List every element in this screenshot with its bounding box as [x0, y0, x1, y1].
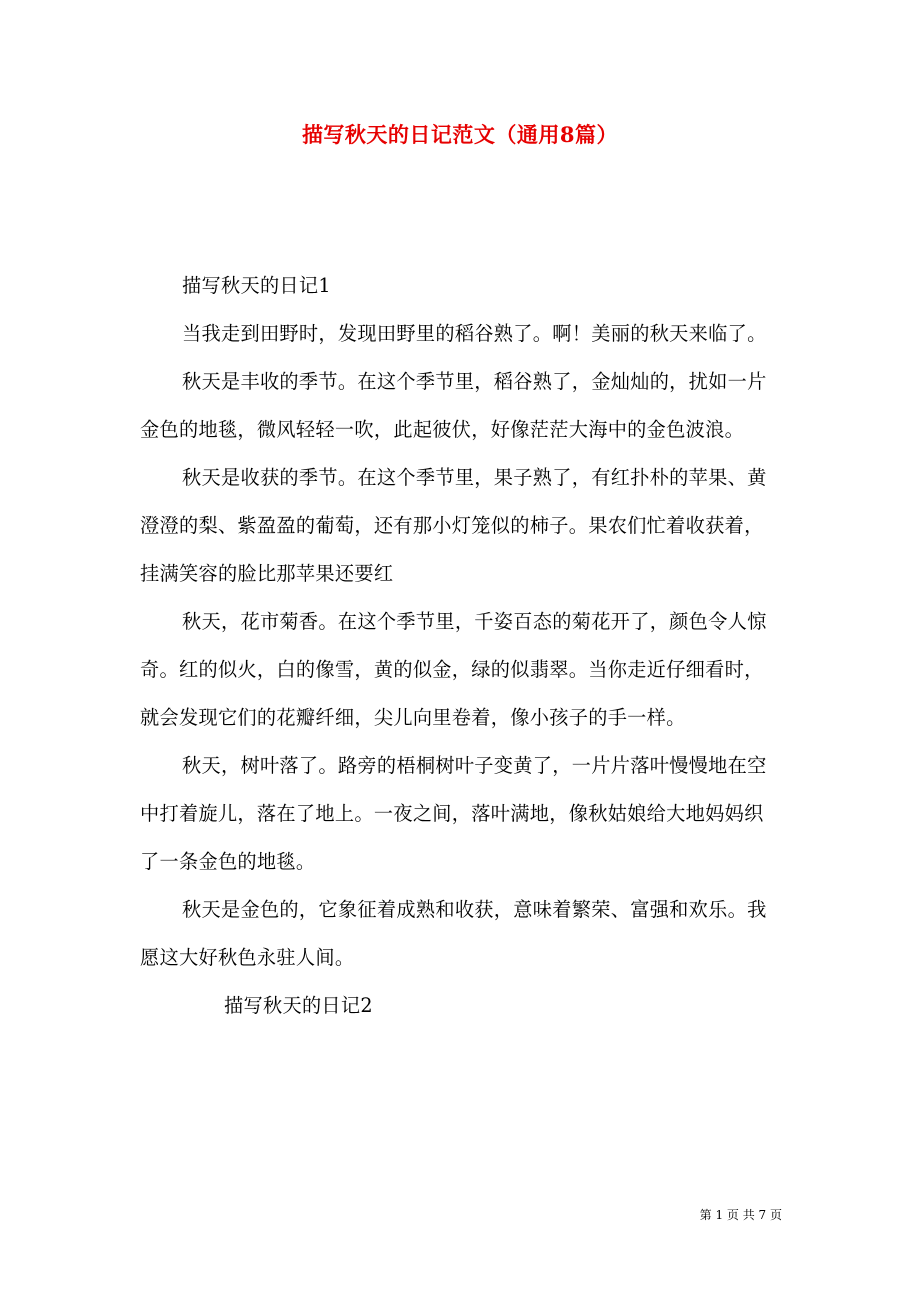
page-number: 第 1 页 共 7 页 [699, 1208, 782, 1222]
document-title: 描写秋天的日记范文（通用8篇） [301, 122, 619, 147]
paragraph: 秋天是收获的季节。在这个季节里，果子熟了，有红扑朴的苹果、黄澄澄的梨、紫盈盈的葡萄，还有那小灯笼似的柿子。果农们忙着收获着，挂满笑容的脸比那苹果还要红 [140, 466, 767, 585]
paragraph: 秋天，树叶落了。路旁的梧桐树叶子变黄了，一片片落叶慢慢地在空中打着旋儿，落在了地上。一夜之间，落叶满地，像秋姑娘给大地妈妈织了一条金色的地毯。 [140, 754, 767, 873]
document-body [140, 262, 770, 1030]
paragraph: 秋天是金色的，它象征着成熟和收获，意味着繁荣、富强和欢乐。我愿这大好秋色永驻人间。 [140, 898, 767, 969]
paragraph: 当我走到田野时，发现田野里的稻谷熟了。啊！美丽的秋天来临了。 [182, 322, 767, 345]
section-heading: 描写秋天的日记2 [224, 994, 373, 1017]
section-heading: 描写秋天的日记1 [182, 274, 331, 297]
paragraph: 秋天，花市菊香。在这个季节里，千姿百态的菊花开了，颜色令人惊奇。红的似火，白的像雪，黄的似金，绿的似翡翠。当你走近仔细看时，就会发现它们的花瓣纤细，尖儿向里卷着，像小孩子的手一样。 [140, 610, 767, 729]
paragraph: 秋天是丰收的季节。在这个季节里，稻谷熟了，金灿灿的，扰如一片金色的地毯，微风轻轻一吹，此起彼伏，好像茫茫大海中的金色波浪。 [140, 370, 767, 441]
